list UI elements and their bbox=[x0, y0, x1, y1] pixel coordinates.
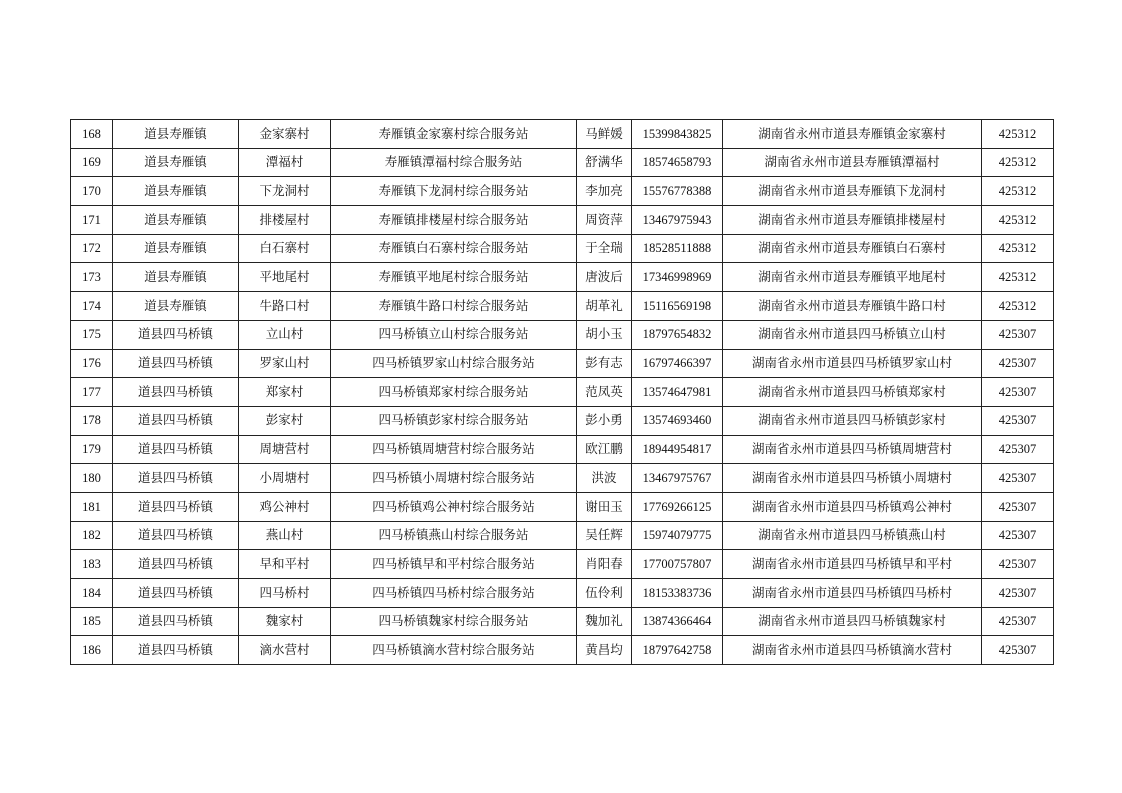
table-row bbox=[71, 177, 1054, 206]
row-number-cell: 174 bbox=[71, 292, 113, 321]
phone-cell: 17700757807 bbox=[632, 550, 723, 579]
station-name-cell: 四马桥镇魏家村综合服务站 bbox=[331, 607, 577, 636]
address-cell: 湖南省永州市道县四马桥镇魏家村 bbox=[723, 607, 982, 636]
station-name-cell: 寿雁镇下龙洞村综合服务站 bbox=[331, 177, 577, 206]
contact-person-cell: 于全瑞 bbox=[577, 234, 632, 263]
station-name-cell: 寿雁镇排楼屋村综合服务站 bbox=[331, 206, 577, 235]
address-cell: 湖南省永州市道县寿雁镇平地尾村 bbox=[723, 263, 982, 292]
village-cell: 排楼屋村 bbox=[239, 206, 331, 235]
phone-cell: 13467975767 bbox=[632, 464, 723, 493]
table-row bbox=[71, 492, 1054, 521]
station-name-cell: 四马桥镇周塘营村综合服务站 bbox=[331, 435, 577, 464]
contact-person-cell: 胡革礼 bbox=[577, 292, 632, 321]
address-cell: 湖南省永州市道县四马桥镇罗家山村 bbox=[723, 349, 982, 378]
row-number-cell: 178 bbox=[71, 406, 113, 435]
town-cell: 道县寿雁镇 bbox=[113, 234, 239, 263]
contact-person-cell: 马鲜媛 bbox=[577, 120, 632, 149]
postcode-cell: 425307 bbox=[982, 579, 1054, 608]
postcode-cell: 425312 bbox=[982, 206, 1054, 235]
phone-cell: 18574658793 bbox=[632, 148, 723, 177]
town-cell: 道县寿雁镇 bbox=[113, 206, 239, 235]
row-number-cell: 180 bbox=[71, 464, 113, 493]
table-row bbox=[71, 521, 1054, 550]
phone-cell: 13874366464 bbox=[632, 607, 723, 636]
station-name-cell: 寿雁镇牛路口村综合服务站 bbox=[331, 292, 577, 321]
village-cell: 周塘营村 bbox=[239, 435, 331, 464]
address-cell: 湖南省永州市道县四马桥镇燕山村 bbox=[723, 521, 982, 550]
station-name-cell: 寿雁镇平地尾村综合服务站 bbox=[331, 263, 577, 292]
station-name-cell: 四马桥镇滴水营村综合服务站 bbox=[331, 636, 577, 665]
phone-cell: 15399843825 bbox=[632, 120, 723, 149]
address-cell: 湖南省永州市道县四马桥镇彭家村 bbox=[723, 406, 982, 435]
table-row bbox=[71, 607, 1054, 636]
station-name-cell: 寿雁镇潭福村综合服务站 bbox=[331, 148, 577, 177]
contact-person-cell: 胡小玉 bbox=[577, 320, 632, 349]
table-row bbox=[71, 263, 1054, 292]
phone-cell: 18528511888 bbox=[632, 234, 723, 263]
station-name-cell: 四马桥镇彭家村综合服务站 bbox=[331, 406, 577, 435]
table-row bbox=[71, 206, 1054, 235]
address-cell: 湖南省永州市道县四马桥镇鸡公神村 bbox=[723, 492, 982, 521]
address-cell: 湖南省永州市道县四马桥镇四马桥村 bbox=[723, 579, 982, 608]
station-name-cell: 四马桥镇四马桥村综合服务站 bbox=[331, 579, 577, 608]
table-row bbox=[71, 292, 1054, 321]
postcode-cell: 425307 bbox=[982, 349, 1054, 378]
phone-cell: 15974079775 bbox=[632, 521, 723, 550]
town-cell: 道县四马桥镇 bbox=[113, 521, 239, 550]
address-cell: 湖南省永州市道县寿雁镇牛路口村 bbox=[723, 292, 982, 321]
postcode-cell: 425312 bbox=[982, 120, 1054, 149]
postcode-cell: 425307 bbox=[982, 435, 1054, 464]
village-cell: 牛路口村 bbox=[239, 292, 331, 321]
row-number-cell: 173 bbox=[71, 263, 113, 292]
village-cell: 立山村 bbox=[239, 320, 331, 349]
address-cell: 湖南省永州市道县四马桥镇小周塘村 bbox=[723, 464, 982, 493]
table-row bbox=[71, 349, 1054, 378]
station-name-cell: 寿雁镇白石寨村综合服务站 bbox=[331, 234, 577, 263]
phone-cell: 13574647981 bbox=[632, 378, 723, 407]
town-cell: 道县四马桥镇 bbox=[113, 636, 239, 665]
phone-cell: 18797642758 bbox=[632, 636, 723, 665]
village-cell: 潭福村 bbox=[239, 148, 331, 177]
row-number-cell: 171 bbox=[71, 206, 113, 235]
row-number-cell: 179 bbox=[71, 435, 113, 464]
address-cell: 湖南省永州市道县寿雁镇排楼屋村 bbox=[723, 206, 982, 235]
table-row bbox=[71, 148, 1054, 177]
row-number-cell: 183 bbox=[71, 550, 113, 579]
town-cell: 道县四马桥镇 bbox=[113, 579, 239, 608]
village-cell: 小周塘村 bbox=[239, 464, 331, 493]
town-cell: 道县四马桥镇 bbox=[113, 320, 239, 349]
table-row bbox=[71, 636, 1054, 665]
village-cell: 鸡公神村 bbox=[239, 492, 331, 521]
row-number-cell: 177 bbox=[71, 378, 113, 407]
row-number-cell: 186 bbox=[71, 636, 113, 665]
station-name-cell: 四马桥镇鸡公神村综合服务站 bbox=[331, 492, 577, 521]
station-name-cell: 四马桥镇小周塘村综合服务站 bbox=[331, 464, 577, 493]
village-cell: 郑家村 bbox=[239, 378, 331, 407]
village-cell: 白石寨村 bbox=[239, 234, 331, 263]
contact-person-cell: 洪波 bbox=[577, 464, 632, 493]
table-row bbox=[71, 579, 1054, 608]
village-cell: 彭家村 bbox=[239, 406, 331, 435]
table-row bbox=[71, 234, 1054, 263]
town-cell: 道县四马桥镇 bbox=[113, 378, 239, 407]
contact-person-cell: 伍伶利 bbox=[577, 579, 632, 608]
town-cell: 道县四马桥镇 bbox=[113, 435, 239, 464]
contact-person-cell: 黄昌均 bbox=[577, 636, 632, 665]
row-number-cell: 175 bbox=[71, 320, 113, 349]
table-row bbox=[71, 464, 1054, 493]
contact-person-cell: 吴任辉 bbox=[577, 521, 632, 550]
row-number-cell: 176 bbox=[71, 349, 113, 378]
phone-cell: 18153383736 bbox=[632, 579, 723, 608]
town-cell: 道县寿雁镇 bbox=[113, 177, 239, 206]
table-row bbox=[71, 435, 1054, 464]
phone-cell: 17346998969 bbox=[632, 263, 723, 292]
contact-person-cell: 范凤英 bbox=[577, 378, 632, 407]
contact-person-cell: 彭小勇 bbox=[577, 406, 632, 435]
table-row bbox=[71, 120, 1054, 149]
address-cell: 湖南省永州市道县寿雁镇潭福村 bbox=[723, 148, 982, 177]
village-cell: 早和平村 bbox=[239, 550, 331, 579]
address-cell: 湖南省永州市道县四马桥镇滴水营村 bbox=[723, 636, 982, 665]
town-cell: 道县寿雁镇 bbox=[113, 148, 239, 177]
phone-cell: 15116569198 bbox=[632, 292, 723, 321]
contact-person-cell: 李加亮 bbox=[577, 177, 632, 206]
postcode-cell: 425307 bbox=[982, 636, 1054, 665]
contact-person-cell: 彭有志 bbox=[577, 349, 632, 378]
postcode-cell: 425307 bbox=[982, 607, 1054, 636]
station-name-cell: 四马桥镇郑家村综合服务站 bbox=[331, 378, 577, 407]
village-cell: 下龙洞村 bbox=[239, 177, 331, 206]
row-number-cell: 184 bbox=[71, 579, 113, 608]
phone-cell: 13467975943 bbox=[632, 206, 723, 235]
town-cell: 道县四马桥镇 bbox=[113, 550, 239, 579]
town-cell: 道县寿雁镇 bbox=[113, 263, 239, 292]
postcode-cell: 425312 bbox=[982, 234, 1054, 263]
row-number-cell: 169 bbox=[71, 148, 113, 177]
address-cell: 湖南省永州市道县四马桥镇周塘营村 bbox=[723, 435, 982, 464]
address-cell: 湖南省永州市道县寿雁镇金家寨村 bbox=[723, 120, 982, 149]
station-name-cell: 四马桥镇罗家山村综合服务站 bbox=[331, 349, 577, 378]
contact-person-cell: 舒满华 bbox=[577, 148, 632, 177]
row-number-cell: 181 bbox=[71, 492, 113, 521]
row-number-cell: 182 bbox=[71, 521, 113, 550]
town-cell: 道县寿雁镇 bbox=[113, 292, 239, 321]
contact-person-cell: 肖阳春 bbox=[577, 550, 632, 579]
phone-cell: 13574693460 bbox=[632, 406, 723, 435]
row-number-cell: 172 bbox=[71, 234, 113, 263]
village-cell: 平地尾村 bbox=[239, 263, 331, 292]
table-row bbox=[71, 378, 1054, 407]
address-cell: 湖南省永州市道县四马桥镇早和平村 bbox=[723, 550, 982, 579]
village-cell: 滴水营村 bbox=[239, 636, 331, 665]
table-row bbox=[71, 406, 1054, 435]
phone-cell: 17769266125 bbox=[632, 492, 723, 521]
postcode-cell: 425307 bbox=[982, 550, 1054, 579]
service-station-table bbox=[70, 119, 1054, 665]
station-name-cell: 四马桥镇燕山村综合服务站 bbox=[331, 521, 577, 550]
postcode-cell: 425312 bbox=[982, 292, 1054, 321]
phone-cell: 18797654832 bbox=[632, 320, 723, 349]
address-cell: 湖南省永州市道县寿雁镇下龙洞村 bbox=[723, 177, 982, 206]
row-number-cell: 185 bbox=[71, 607, 113, 636]
postcode-cell: 425312 bbox=[982, 177, 1054, 206]
town-cell: 道县寿雁镇 bbox=[113, 120, 239, 149]
postcode-cell: 425307 bbox=[982, 521, 1054, 550]
village-cell: 魏家村 bbox=[239, 607, 331, 636]
postcode-cell: 425312 bbox=[982, 263, 1054, 292]
table-row bbox=[71, 320, 1054, 349]
postcode-cell: 425307 bbox=[982, 378, 1054, 407]
contact-person-cell: 周资萍 bbox=[577, 206, 632, 235]
town-cell: 道县四马桥镇 bbox=[113, 406, 239, 435]
address-cell: 湖南省永州市道县四马桥镇立山村 bbox=[723, 320, 982, 349]
postcode-cell: 425312 bbox=[982, 148, 1054, 177]
address-cell: 湖南省永州市道县寿雁镇白石寨村 bbox=[723, 234, 982, 263]
village-cell: 四马桥村 bbox=[239, 579, 331, 608]
station-name-cell: 四马桥镇早和平村综合服务站 bbox=[331, 550, 577, 579]
postcode-cell: 425307 bbox=[982, 320, 1054, 349]
postcode-cell: 425307 bbox=[982, 464, 1054, 493]
phone-cell: 15576778388 bbox=[632, 177, 723, 206]
town-cell: 道县四马桥镇 bbox=[113, 492, 239, 521]
phone-cell: 18944954817 bbox=[632, 435, 723, 464]
town-cell: 道县四马桥镇 bbox=[113, 464, 239, 493]
address-cell: 湖南省永州市道县四马桥镇郑家村 bbox=[723, 378, 982, 407]
postcode-cell: 425307 bbox=[982, 406, 1054, 435]
station-name-cell: 四马桥镇立山村综合服务站 bbox=[331, 320, 577, 349]
town-cell: 道县四马桥镇 bbox=[113, 349, 239, 378]
village-cell: 燕山村 bbox=[239, 521, 331, 550]
postcode-cell: 425307 bbox=[982, 492, 1054, 521]
row-number-cell: 170 bbox=[71, 177, 113, 206]
station-name-cell: 寿雁镇金家寨村综合服务站 bbox=[331, 120, 577, 149]
village-cell: 金家寨村 bbox=[239, 120, 331, 149]
contact-person-cell: 欧江鹏 bbox=[577, 435, 632, 464]
table-body bbox=[71, 120, 1054, 665]
contact-person-cell: 魏加礼 bbox=[577, 607, 632, 636]
table-row bbox=[71, 550, 1054, 579]
contact-person-cell: 谢田玉 bbox=[577, 492, 632, 521]
row-number-cell: 168 bbox=[71, 120, 113, 149]
phone-cell: 16797466397 bbox=[632, 349, 723, 378]
town-cell: 道县四马桥镇 bbox=[113, 607, 239, 636]
contact-person-cell: 唐波后 bbox=[577, 263, 632, 292]
village-cell: 罗家山村 bbox=[239, 349, 331, 378]
